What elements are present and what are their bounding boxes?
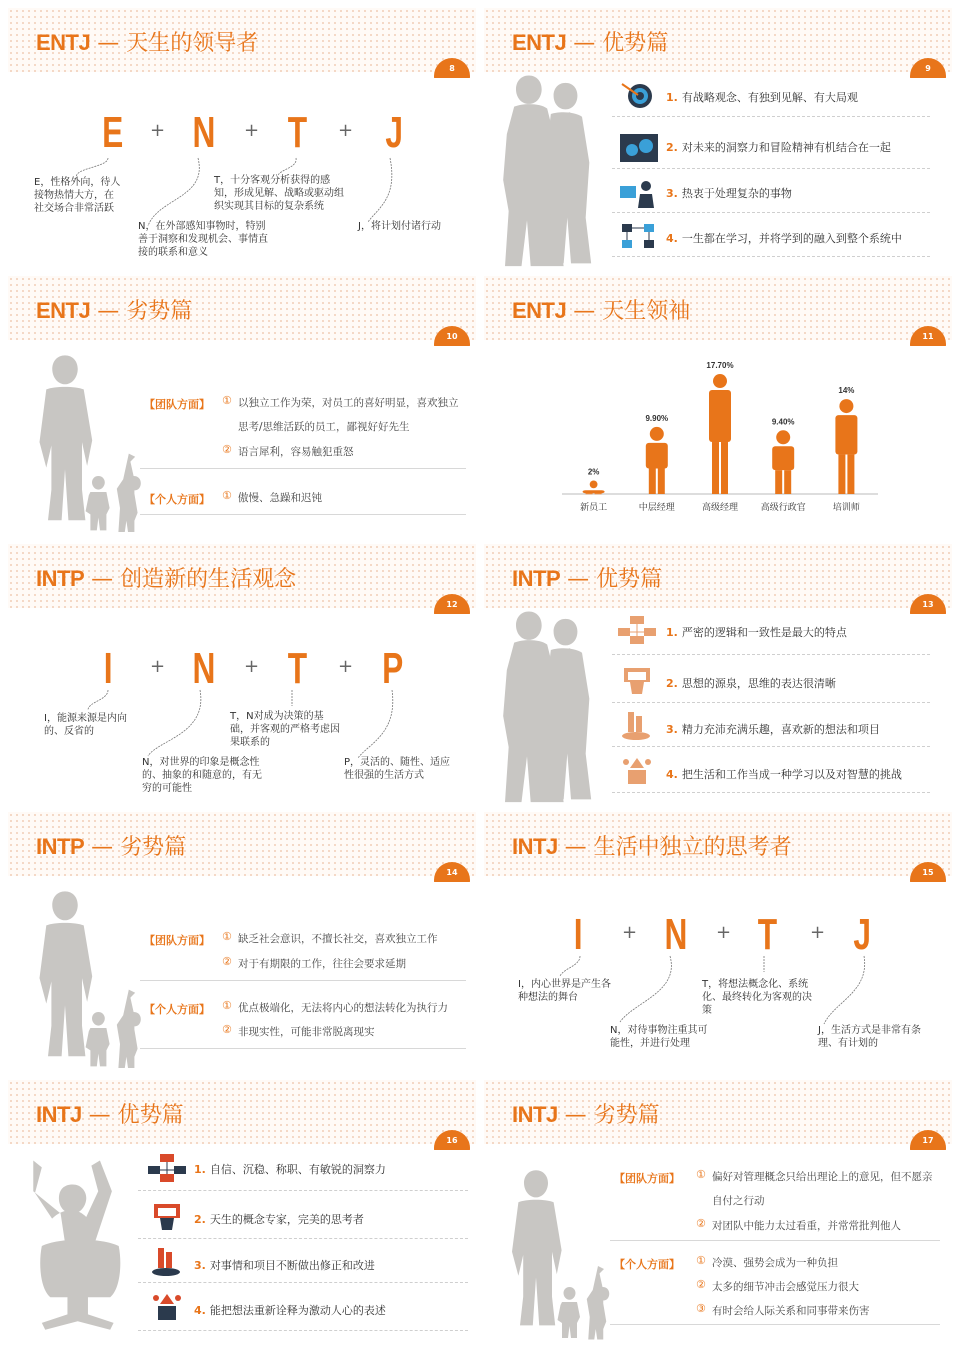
value-label: 14% xyxy=(838,386,855,396)
podium-icon xyxy=(616,664,658,696)
slide-intp-weaknesses xyxy=(8,812,476,1076)
plus-sign: + xyxy=(338,656,354,677)
personal-tag: 【个人方面】 xyxy=(144,1003,210,1016)
slide-intj-independent-thinker xyxy=(484,812,952,1076)
bar-chart xyxy=(484,276,952,540)
team-point: 缺乏社会意识，不擅长社交，喜欢独立工作 xyxy=(238,933,438,945)
team-point: 自付之行动 xyxy=(712,1195,765,1207)
letter-n: N xyxy=(192,644,216,693)
note-e: E，性格外向，待人接物热情大方，在社交场合非常活跃 xyxy=(34,177,121,214)
bar-person-0 xyxy=(583,480,605,494)
divider xyxy=(140,468,466,469)
category-label: 新员工 xyxy=(580,503,608,513)
bullet-number: ② xyxy=(696,1278,706,1291)
page-number-badge: 12 xyxy=(434,594,470,614)
slide-intj-strengths xyxy=(8,1080,476,1344)
slide-title: INTJ — 生活中独立的思考者 xyxy=(512,834,792,860)
page-number-badge: 16 xyxy=(434,1130,470,1150)
bar-person-1 xyxy=(646,427,668,494)
letter-t: T xyxy=(287,644,308,693)
list-item: 3. 对事情和项目不断做出修正和改进 xyxy=(194,1259,375,1272)
list-item: 3. 热衷于处理复杂的事物 xyxy=(666,187,792,200)
page-number-badge: 15 xyxy=(910,862,946,882)
bar-person-2 xyxy=(709,374,731,494)
note-j: J，将计划付诸行动 xyxy=(358,221,441,232)
letter-i: I xyxy=(103,644,113,693)
bullet-number: ① xyxy=(696,1254,706,1267)
slide-title: ENTJ — 优势篇 xyxy=(512,30,669,56)
plus-sign: + xyxy=(338,120,354,141)
plus-sign: + xyxy=(622,922,638,943)
note-i: I，能源来源是内向的、反省的 xyxy=(44,713,127,737)
team-point: 对团队中能力太过看重，并常常批判他人 xyxy=(712,1220,901,1232)
letter-n: N xyxy=(192,108,216,157)
plus-sign: + xyxy=(244,120,260,141)
letter-i: I xyxy=(573,910,583,959)
note-i: I，内心世界是产生各种想法的舞台 xyxy=(518,979,611,1003)
bullet-number: ① xyxy=(222,489,232,502)
bullet-number: ② xyxy=(222,443,232,456)
slide-intp-strengths xyxy=(484,544,952,808)
list-item: 3. 精力充沛充满乐趣，喜欢新的想法和项目 xyxy=(666,723,880,736)
list-item: 2. 天生的概念专家，完美的思考者 xyxy=(194,1213,364,1226)
silhouette-kids-image xyxy=(84,450,148,534)
personal-point: 优点极端化，无法将内心的想法转化为执行力 xyxy=(238,1002,448,1014)
divider xyxy=(138,1190,468,1191)
plus-sign: + xyxy=(244,656,260,677)
letter-j: J xyxy=(853,910,872,959)
silhouette-pair-image xyxy=(494,602,604,808)
silhouette-pair-image xyxy=(494,66,604,272)
personal-point: 非现实性，可能非常脱离现实 xyxy=(238,1026,375,1038)
note-t: T，十分客观分析获得的感知，形成见解、战略或驱动组织实现其目标的复杂系统 xyxy=(214,175,344,212)
list-item: 1. 严密的逻辑和一致性是最大的特点 xyxy=(666,626,847,639)
slide-title: INTJ — 优势篇 xyxy=(36,1102,184,1128)
plus-sign: + xyxy=(150,656,166,677)
list-item: 4. 能把想法重新诠释为激动人心的表述 xyxy=(194,1304,386,1317)
divider xyxy=(612,792,930,793)
list-item: 2. 思想的源泉，思维的表达很清晰 xyxy=(666,677,836,690)
bullet-number: ③ xyxy=(696,1302,706,1315)
slide-entj-weaknesses xyxy=(8,276,476,540)
hierarchy-icon xyxy=(616,614,658,646)
bullet-number: ② xyxy=(222,955,232,968)
slide-title: INTJ — 劣势篇 xyxy=(512,1102,660,1128)
personal-point: 冷漠、强势会成为一种负担 xyxy=(712,1257,838,1269)
slide-title: ENTJ — 天生领袖 xyxy=(512,298,691,324)
category-label: 培训师 xyxy=(832,503,860,513)
divider xyxy=(138,1282,468,1283)
bullet-number: ② xyxy=(696,1217,706,1230)
team-tag: 【团队方面】 xyxy=(614,1172,680,1185)
bullet-number: ① xyxy=(222,394,232,407)
bullet-number: ② xyxy=(222,1023,232,1036)
bullet-number: ① xyxy=(222,930,232,943)
slide-title: INTP — 优势篇 xyxy=(512,566,663,592)
divider xyxy=(612,746,930,747)
value-label: 17.70% xyxy=(706,361,734,371)
list-item: 4. 把生活和工作当成一种学习以及对智慧的挑战 xyxy=(666,768,902,781)
team-point: 思考/思维活跃的员工，鄙视好好先生 xyxy=(238,421,410,433)
team-point: 以独立工作为荣，对员工的喜好明显，喜欢独立 xyxy=(238,397,459,409)
divider xyxy=(140,1048,466,1049)
letter-t: T xyxy=(757,910,778,959)
magic-box-icon xyxy=(616,754,658,786)
bullet-number: ① xyxy=(222,999,232,1012)
personal-tag: 【个人方面】 xyxy=(614,1258,680,1271)
target-icon xyxy=(618,80,660,112)
letter-e: E xyxy=(102,108,124,157)
divider xyxy=(612,116,930,117)
plus-sign: + xyxy=(716,922,732,943)
page-number-badge: 10 xyxy=(434,326,470,346)
plus-sign: + xyxy=(150,120,166,141)
magic-box-icon xyxy=(146,1290,188,1322)
team-tag: 【团队方面】 xyxy=(144,934,210,947)
bar-person-4 xyxy=(835,399,857,494)
divider xyxy=(138,1238,468,1239)
divider xyxy=(140,980,466,981)
category-label: 中层经理 xyxy=(638,503,675,513)
divider xyxy=(140,514,466,515)
personal-point: 太多的细节冲击会感觉压力很大 xyxy=(712,1281,859,1293)
divider xyxy=(612,702,930,703)
team-point: 语言犀利，容易触犯重怒 xyxy=(238,446,354,458)
silhouette-kids-image xyxy=(556,1262,616,1342)
team-tag: 【团队方面】 xyxy=(144,398,210,411)
value-label: 9.90% xyxy=(645,413,669,423)
bar-person-3 xyxy=(772,430,794,494)
personal-point: 有时会给人际关系和同事带来伤害 xyxy=(712,1305,870,1317)
plus-sign: + xyxy=(810,922,826,943)
value-label: 2% xyxy=(587,467,600,477)
category-label: 高级行政官 xyxy=(760,503,806,513)
letter-t: T xyxy=(287,108,308,157)
divider xyxy=(612,168,930,169)
personal-tag: 【个人方面】 xyxy=(144,493,210,506)
list-item: 1. 有战略观念、有独到见解、有大局观 xyxy=(666,91,858,104)
slide-entj-born-leader-chart xyxy=(484,276,952,540)
divider xyxy=(612,256,930,257)
category-label: 高级经理 xyxy=(701,503,739,513)
team-point: 偏好对管理概念只给出理论上的意见，但不愿亲 xyxy=(712,1171,933,1183)
divider xyxy=(138,1330,468,1331)
slide-entj-leader xyxy=(8,8,476,272)
personal-point: 傲慢、急躁和迟钝 xyxy=(238,492,322,504)
letter-j: J xyxy=(385,108,404,157)
slide-entj-strengths xyxy=(484,8,952,272)
list-item: 4. 一生都在学习，并将学到的融入到整个系统中 xyxy=(666,232,902,245)
page-number-badge: 9 xyxy=(910,58,946,78)
silhouette-kids-image xyxy=(84,986,148,1070)
page-number-badge: 13 xyxy=(910,594,946,614)
note-j: J，生活方式是非常有条理、有计划的 xyxy=(818,1025,921,1049)
slide-intp-new-life-concept xyxy=(8,544,476,808)
bullet-number: ① xyxy=(696,1168,706,1181)
page-number-badge: 17 xyxy=(910,1130,946,1150)
note-n: N，对待事物注重其可能性，并进行处理 xyxy=(610,1025,708,1049)
divider xyxy=(612,654,930,655)
note-t: T，N对成为决策的基础，并客观的严格考虑因果联系的 xyxy=(230,711,340,748)
letter-p: P xyxy=(382,644,404,693)
divider xyxy=(610,1240,940,1241)
value-label: 9.40% xyxy=(771,417,795,427)
silhouette-cheering-chair-image xyxy=(16,1152,136,1340)
hierarchy-icon xyxy=(146,1152,188,1184)
flowchart-icon xyxy=(618,220,660,252)
divider xyxy=(610,1324,940,1325)
team-point: 对于有期限的工作，往往会要求延期 xyxy=(238,958,406,970)
list-item: 1. 自信、沉稳、称职、有敏锐的洞察力 xyxy=(194,1163,386,1176)
note-p: P，灵活的、随性、适应性很强的生活方式 xyxy=(344,757,451,781)
page-number-badge: 8 xyxy=(434,58,470,78)
note-n: N，在外部感知事物时，特别善于洞察和发现机会、事情直接的联系和意义 xyxy=(138,221,268,258)
columns-icon xyxy=(146,1246,188,1278)
divider xyxy=(612,212,930,213)
letter-n: N xyxy=(664,910,688,959)
slide-title: ENTJ — 劣势篇 xyxy=(36,298,193,324)
page-number-badge: 11 xyxy=(910,326,946,346)
slide-title: INTP — 创造新的生活观念 xyxy=(36,566,297,592)
list-item: 2. 对未来的洞察力和冒险精神有机结合在一起 xyxy=(666,141,891,154)
slide-title: ENTJ — 天生的领导者 xyxy=(36,30,259,56)
note-n: N，对世界的印象是概念性的、抽象的和随意的，有无穷的可能性 xyxy=(142,757,262,794)
slide-intj-weaknesses xyxy=(484,1080,952,1344)
page-number-badge: 14 xyxy=(434,862,470,882)
note-t: T，将想法概念化、系统化、最终转化为客观的决策 xyxy=(702,979,812,1016)
podium-icon xyxy=(146,1200,188,1232)
presenter-icon xyxy=(618,178,660,210)
gears-screen-icon xyxy=(618,132,660,164)
columns-icon xyxy=(616,710,658,742)
slide-title: INTP — 劣势篇 xyxy=(36,834,187,860)
